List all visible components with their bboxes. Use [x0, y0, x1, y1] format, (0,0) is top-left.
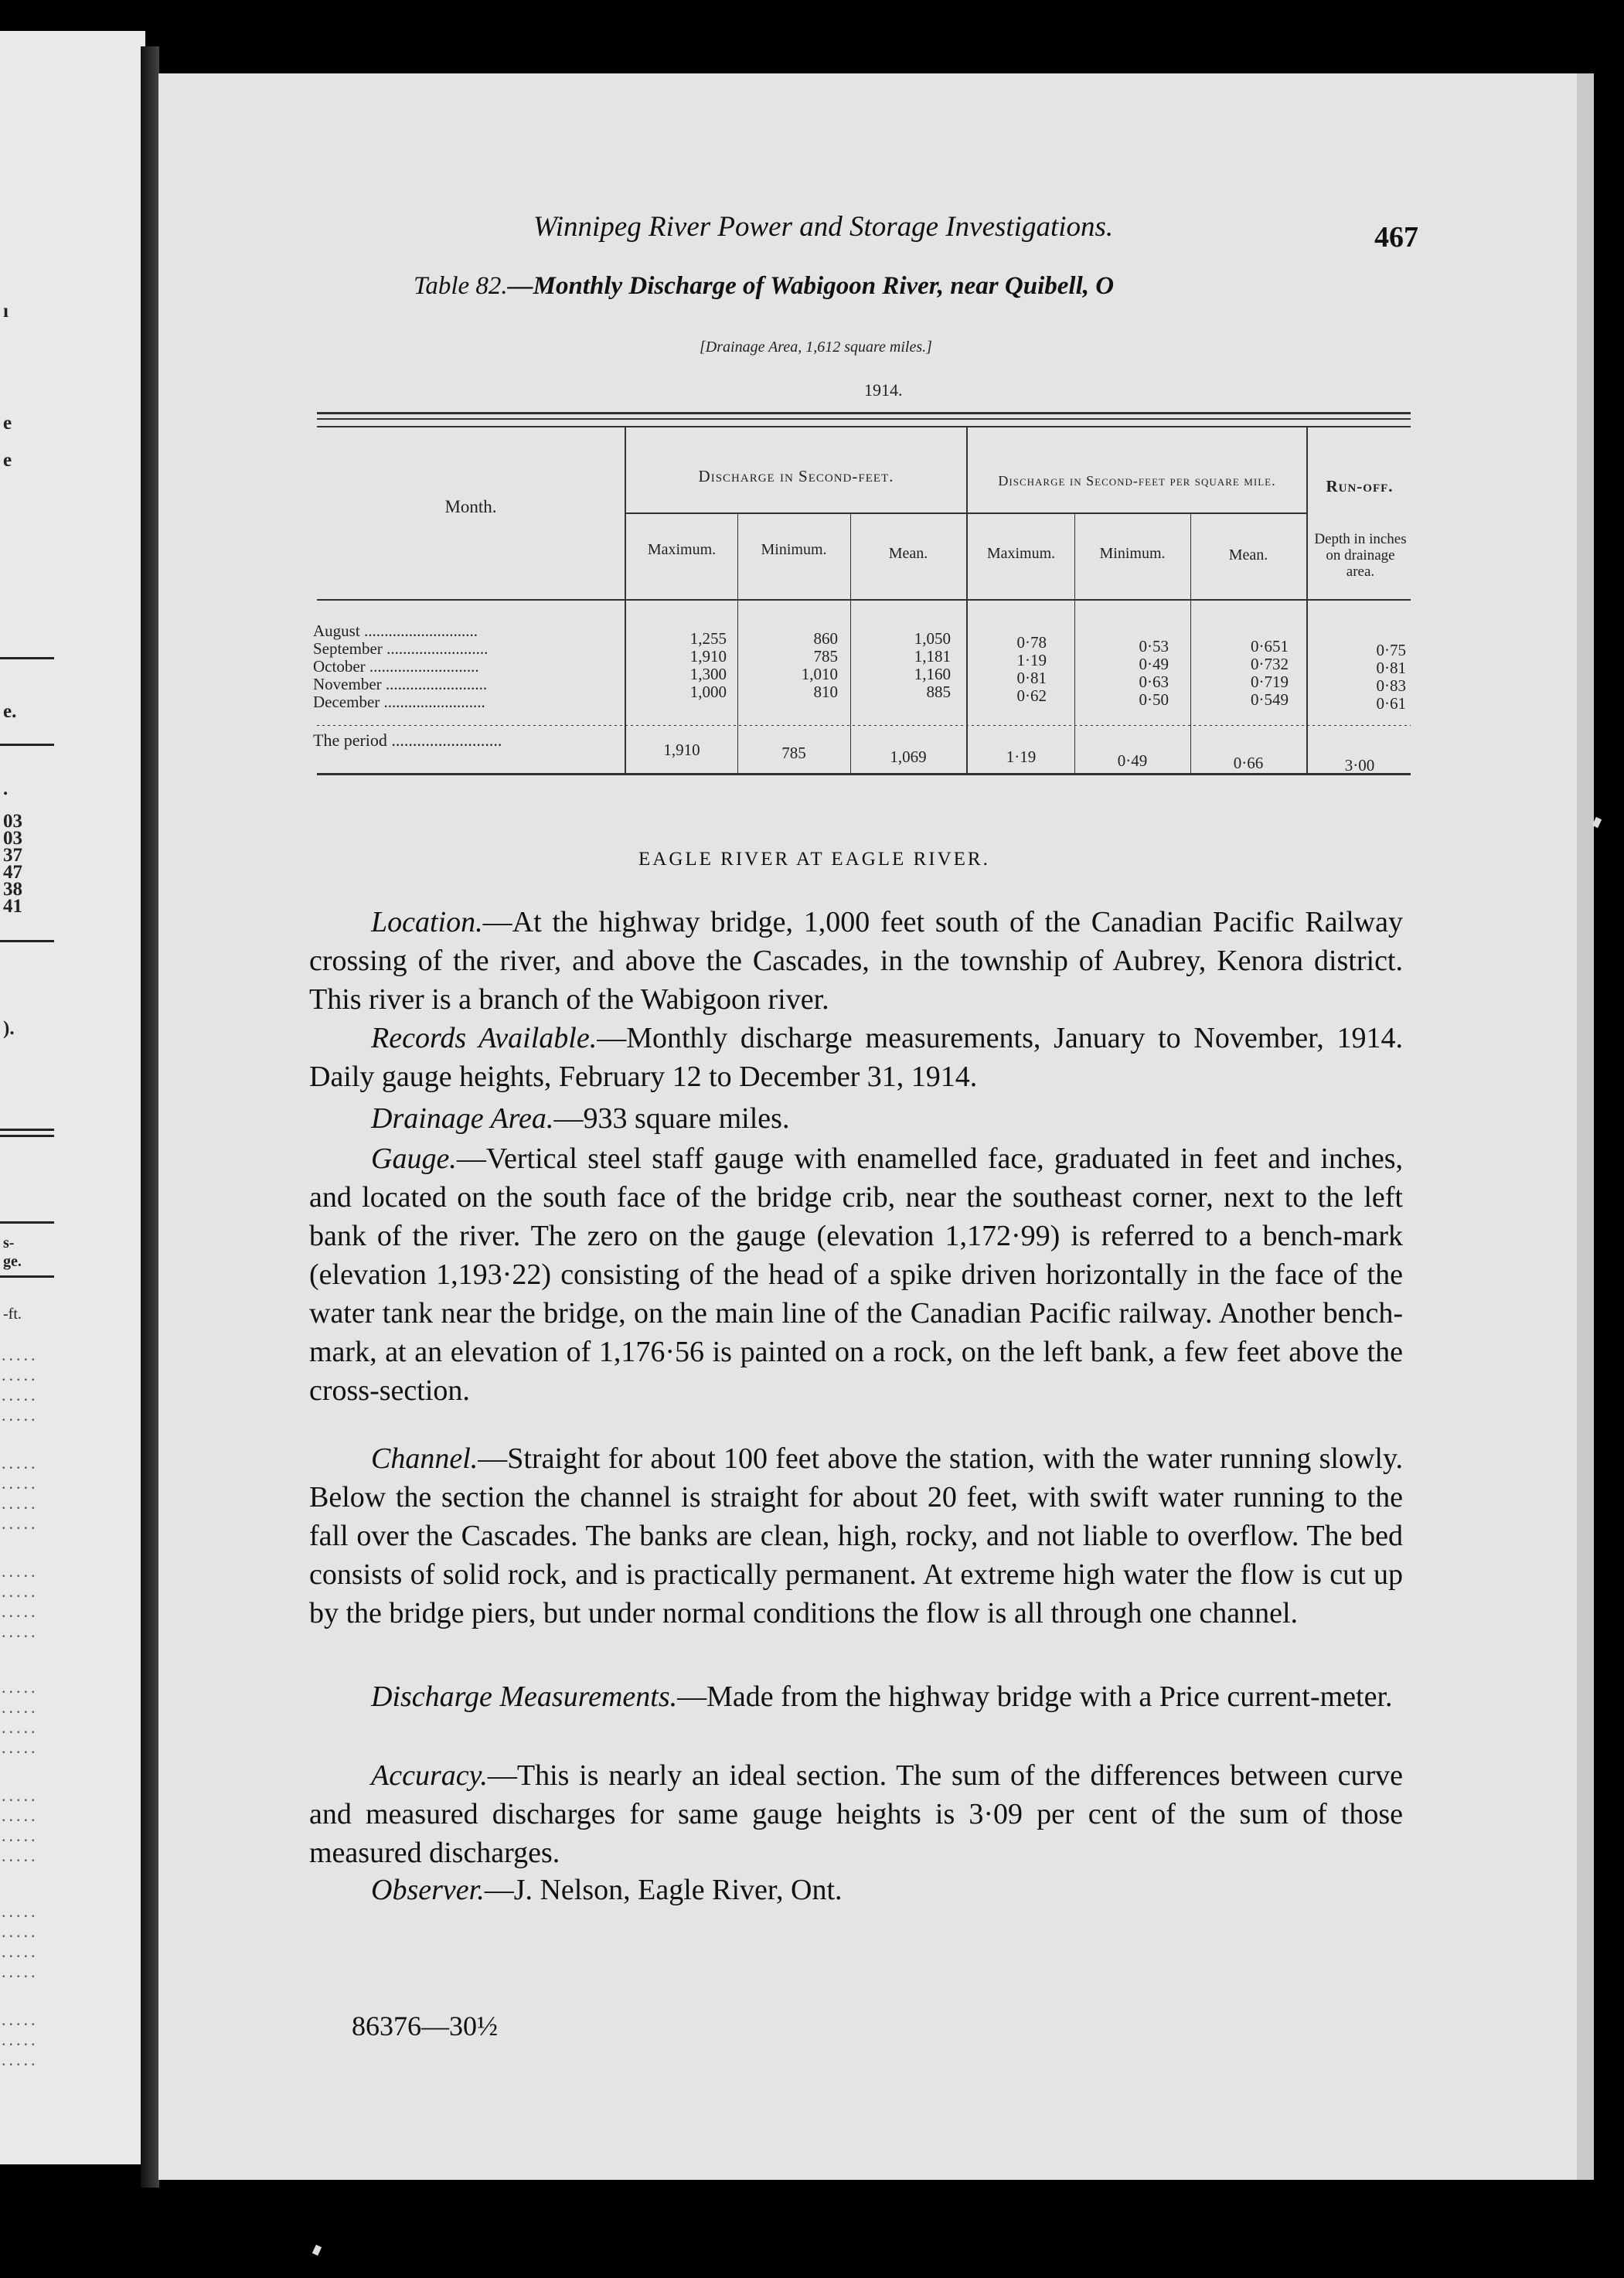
table-cell: 810	[813, 683, 838, 701]
paragraph-records	[309, 1019, 1403, 1096]
left-rule	[0, 1221, 54, 1224]
table-cell: 860	[813, 629, 838, 648]
left-fragment: -ft.	[3, 1306, 22, 1323]
table-subtitle: [Drainage Area, 1,612 square miles.]	[700, 339, 932, 356]
left-rule	[0, 940, 54, 942]
table-cell: 0·81	[1376, 659, 1406, 677]
values-mean	[852, 630, 951, 701]
paragraph-label: Drainage Area.	[371, 1102, 554, 1135]
table-title-prefix: Table 82.	[414, 272, 508, 300]
values-runoff	[1309, 642, 1406, 713]
period-row-label: The period ..........................	[313, 730, 502, 750]
table-cell: 0·53	[1139, 637, 1169, 655]
group-header-discharge: Discharge in Second-feet.	[698, 467, 894, 485]
period-runoff: 3·00	[1344, 756, 1375, 775]
paragraph-label: Observer.	[371, 1874, 485, 1906]
paragraph-label: Discharge Measurements.	[371, 1680, 678, 1713]
paragraph-text: —Straight for about 100 feet above the station, with the water running slowly. Below the section the channel is straight for about 20 feet, with swift water running to the fall over the Cascades. The banks are clean, high, rocky, and not liable to overflow. The bed consists of solid rock, and is practically permanent. At extreme high water the flow is cut up by the bridge piers, but under normal conditions the flow is all through one channel.	[309, 1442, 1403, 1629]
col-header-mean: Mean.	[888, 545, 928, 562]
left-fragment: .	[3, 778, 9, 799]
table-row-month: August ............................	[313, 621, 478, 640]
left-page-edge	[0, 31, 145, 2164]
table-title	[414, 272, 1349, 301]
left-fragment: ge.	[3, 1253, 22, 1270]
col-header-month: Month.	[444, 497, 497, 516]
left-fragment: e	[3, 450, 12, 471]
table-cell: 1·19	[1016, 651, 1047, 669]
left-fragment: 41	[3, 896, 22, 917]
left-rule	[0, 744, 54, 746]
table-bottom-rule	[317, 773, 1411, 775]
table-cell: 0·62	[1016, 686, 1047, 705]
table-cell: 0·83	[1376, 676, 1406, 695]
table-col-rule	[1190, 514, 1191, 775]
month-column	[313, 622, 488, 711]
table-cell: 1,010	[801, 665, 838, 683]
left-fragment: 37	[3, 845, 22, 866]
group-header-per-square-mile: Discharge in Second-feet per square mile.	[998, 473, 1276, 489]
table-cell: 1,255	[689, 629, 727, 648]
table-cell: 0·651	[1251, 637, 1289, 655]
paragraph-text: —Vertical steel staff gauge with enamelled face, graduated in feet and inches, and located on the south face of the bridge crib, near the southeast corner, next to the left bank of the river. The zero on the gauge (elevation 1,172·99) is referred to a bench-mark (elevation 1,193·22) consisting of the head of a spike driven horizontally in the face of the water tank near the bridge, on the main line of the Canadian Pacific railway. Another bench-mark, at an elevation of 1,176·56 is painted on a rock, on the left bank, a few feet above the cross-section.	[309, 1142, 1403, 1407]
table-cell: 785	[813, 647, 838, 666]
col-header-mean-sm: Mean.	[1228, 547, 1268, 564]
table-col-rule	[966, 427, 968, 775]
period-min: 785	[781, 744, 806, 762]
left-fragment: ı	[3, 301, 9, 322]
col-header-min: Minimum.	[761, 541, 827, 558]
period-max: 1,910	[663, 741, 700, 759]
table-col-rule	[1306, 427, 1308, 775]
left-fragment: e	[3, 413, 12, 434]
left-fragment: 03	[3, 811, 22, 832]
left-dots: ..... ..... ..... .....	[2, 1786, 39, 1865]
table-row-month: September .........................	[313, 639, 489, 658]
period-max-sm: 1·19	[1006, 747, 1037, 766]
col-header-max: Maximum.	[647, 541, 717, 558]
paragraph-observer	[309, 1871, 1403, 1909]
table-cell: 0·63	[1139, 673, 1169, 691]
left-fragment: 03	[3, 828, 22, 849]
left-fragment: ).	[3, 1018, 15, 1039]
table-cell: 1,050	[914, 629, 951, 648]
table-row-month: December .........................	[313, 693, 485, 711]
paragraph-location	[309, 903, 1403, 1019]
table-dotted-rule	[317, 725, 1411, 726]
period-mean-sm: 0·66	[1233, 754, 1264, 772]
table-row-month: November .........................	[313, 675, 488, 693]
left-fragment: 47	[3, 862, 22, 883]
table-cell: 1,300	[689, 665, 727, 683]
table-cell: 0·549	[1251, 690, 1289, 709]
table-title-text: —Monthly Discharge of Wabigoon River, near Quibell, O	[507, 272, 1115, 300]
left-rule	[0, 657, 54, 659]
table-group-rule	[625, 512, 1306, 514]
paragraph-text: —This is nearly an ideal section. The sum of the differences between curve and measured discharges for same gauge heights is 3·09 per cent of the sum of those measured discharges.	[309, 1759, 1403, 1869]
table-top-rule	[317, 426, 1411, 427]
table-cell: 1,181	[914, 647, 951, 666]
table-cell: 0·732	[1251, 655, 1289, 673]
values-min	[739, 630, 838, 701]
paragraph-text: —Monthly discharge measurements, January to November, 1914. Daily gauge heights, February 12 to December 31, 1914.	[309, 1022, 1403, 1093]
col-header-min-sm: Minimum.	[1099, 545, 1166, 562]
values-min-sm	[1076, 638, 1169, 709]
left-dots: ..... ..... ..... .....	[2, 1677, 39, 1757]
col-header-runoff-depth: Depth in inches on drainage area.	[1314, 531, 1407, 580]
table-cell: 0·50	[1139, 690, 1169, 709]
paragraph-text: —J. Nelson, Eagle River, Ont.	[484, 1874, 843, 1906]
left-fragment: e.	[3, 701, 17, 722]
paragraph-text: —At the highway bridge, 1,000 feet south of the Canadian Pacific Railway crossing of the river, and above the Cascades, in the township of Aubrey, Kenora district. This river is a branch of the Wabigoon river.	[309, 906, 1403, 1016]
left-dots: ..... ..... .....	[2, 2010, 39, 2069]
paragraph-label: Records Available.	[371, 1022, 598, 1054]
table-cell: 0·49	[1139, 655, 1169, 673]
left-dots: ..... ..... ..... .....	[2, 1453, 39, 1533]
table-cell: 1,160	[914, 665, 951, 683]
values-max	[628, 630, 727, 701]
col-header-max-sm: Maximum.	[986, 545, 1056, 562]
paragraph-gauge	[309, 1139, 1403, 1410]
left-dots: ..... ..... ..... .....	[2, 1902, 39, 1981]
table-col-rule	[1074, 514, 1075, 775]
table-col-rule	[625, 427, 626, 775]
left-dots: ..... ..... ..... .....	[2, 1345, 39, 1425]
table-header-rule	[317, 599, 1411, 601]
left-fragment: s-	[3, 1234, 15, 1251]
table-top-rule	[317, 412, 1411, 414]
paragraph-label: Accuracy.	[371, 1759, 488, 1792]
book-gutter	[141, 46, 159, 2188]
left-dots: ..... ..... ..... .....	[2, 1561, 39, 1641]
period-mean: 1,069	[890, 747, 927, 766]
table-cell: 0·78	[1016, 633, 1047, 652]
page-edge	[1577, 73, 1594, 2180]
period-min-sm: 0·49	[1117, 751, 1148, 770]
table-cell: 0·81	[1016, 669, 1047, 687]
section-heading: EAGLE RIVER AT EAGLE RIVER.	[638, 849, 990, 870]
paragraph-channel	[309, 1439, 1403, 1633]
paragraph-drainage	[309, 1099, 1403, 1138]
left-rule	[0, 1129, 54, 1131]
group-header-runoff: Run-off.	[1326, 477, 1394, 495]
paragraph-label: Channel.	[371, 1442, 478, 1475]
running-header-title: Winnipeg River Power and Storage Investigations.	[533, 211, 1114, 243]
paragraph-discharge-measurements	[309, 1677, 1403, 1716]
scan-speck	[312, 2245, 322, 2256]
left-rule	[0, 1275, 54, 1278]
table-top-rule	[317, 418, 1411, 420]
left-rule	[0, 1135, 54, 1137]
table-col-rule	[737, 514, 738, 775]
table-row-month: October ...........................	[313, 657, 479, 676]
table-cell: 0·719	[1251, 673, 1289, 691]
table-cell: 885	[926, 683, 951, 701]
values-mean-sm	[1192, 638, 1289, 709]
table-cell: 1,000	[689, 683, 727, 701]
table-year: 1914.	[864, 380, 903, 400]
table-col-rule	[850, 514, 851, 775]
table-cell: 0·75	[1376, 641, 1406, 659]
values-max-sm	[969, 634, 1047, 705]
paragraph-label: Gauge.	[371, 1142, 457, 1175]
paragraph-label: Location.	[371, 906, 483, 938]
table-cell: 0·61	[1376, 694, 1406, 713]
paragraph-text: —933 square miles.	[553, 1102, 790, 1135]
page-number: 467	[1374, 221, 1418, 254]
printer-signature: 86376—30½	[352, 2011, 498, 2041]
paragraph-text: —Made from the highway bridge with a Price current-meter.	[677, 1680, 1393, 1713]
paragraph-accuracy	[309, 1756, 1403, 1872]
table-cell: 1,910	[689, 647, 727, 666]
left-fragment: 38	[3, 879, 22, 900]
